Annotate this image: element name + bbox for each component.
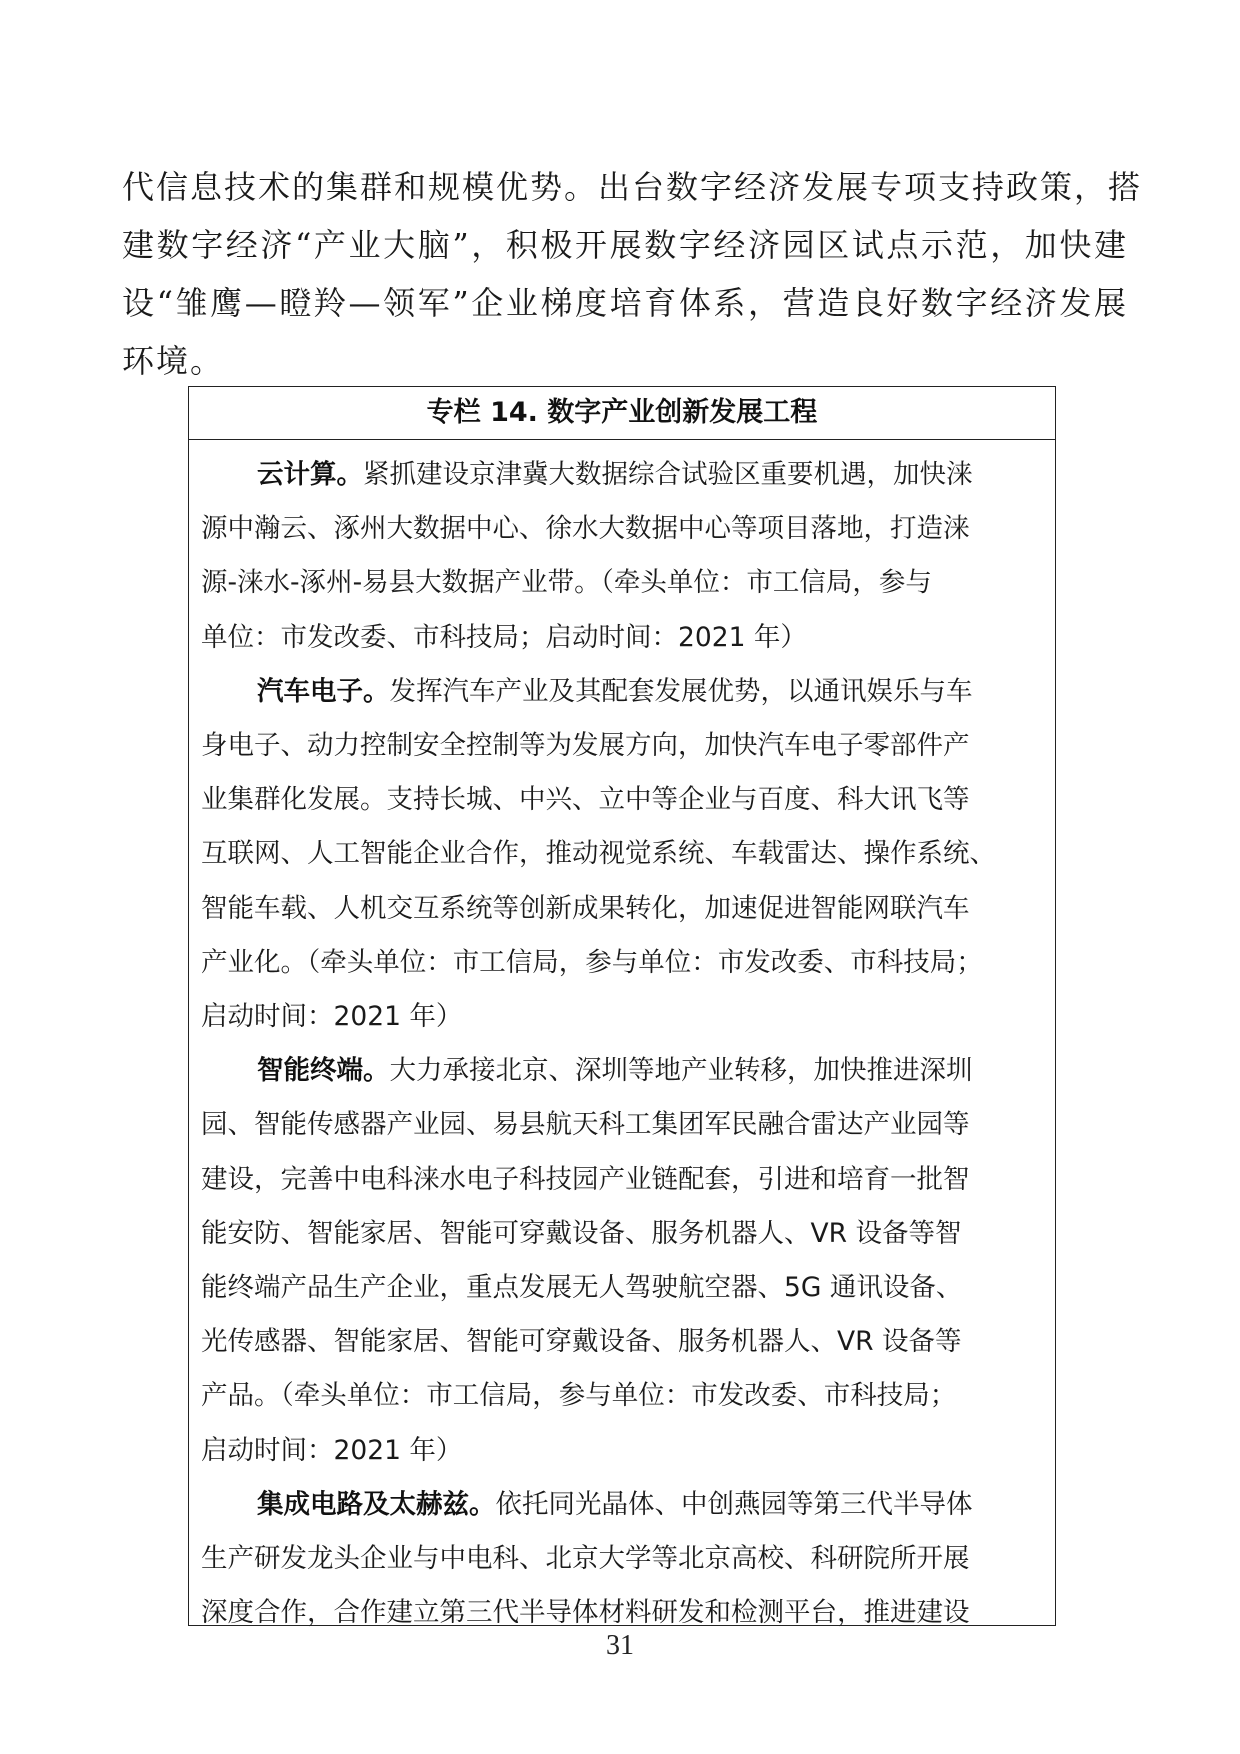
section-first-line	[201, 665, 1043, 719]
section-line: 深度合作，合作建立第三代半导体材料研发和检测平台，推进建设	[201, 1597, 970, 1629]
intro-line: 环境。	[122, 342, 225, 380]
section-line: 身电子、动力控制安全控制等为发展方向，加快汽车电子零部件产	[201, 730, 970, 762]
section-auto-electronics	[201, 665, 1043, 1044]
intro-line: 建数字经济“产业大脑”，积极开展数字经济园区试点示范，加快建	[122, 226, 1128, 264]
section-text: 依托同光晶体、中创燕园等第三代半导体	[495, 1488, 973, 1520]
section-line: 园、智能传感器产业园、易县航天科工集团军民融合雷达产业园等	[201, 1109, 970, 1141]
intro-paragraph	[122, 158, 1143, 390]
section-line: 业集群化发展。支持长城、中兴、立中等企业与百度、科大讯飞等	[201, 784, 970, 816]
section-cloud-computing	[201, 448, 1043, 665]
section-first-line	[201, 1044, 1043, 1098]
section-line: 源-涞水-涿州-易县大数据产业带。（牵头单位：市工信局，参与	[201, 567, 932, 599]
page-number: 31	[606, 1630, 634, 1661]
section-line: 启动时间：2021 年）	[201, 1001, 463, 1033]
section-line: 能终端产品生产企业，重点发展无人驾驶航空器、5G 通讯设备、	[201, 1272, 963, 1304]
section-line: 源中瀚云、涿州大数据中心、徐水大数据中心等项目落地，打造涞	[201, 513, 970, 545]
section-first-line	[201, 1478, 1043, 1532]
section-line: 生产研发龙头企业与中电科、北京大学等北京高校、科研院所开展	[201, 1543, 970, 1575]
section-line: 智能车载、人机交互系统等创新成果转化，加速促进智能网联汽车	[201, 892, 970, 924]
section-text: 紧抓建设京津冀大数据综合试验区重要机遇，加快涞	[363, 459, 973, 490]
section-text: 发挥汽车产业及其配套发展优势，以通讯娱乐与车	[389, 675, 973, 707]
section-text: 大力承接北京、深圳等地产业转移，加快推进深圳	[389, 1055, 973, 1087]
intro-line: 设“雏鹰—瞪羚—领军”企业梯度培育体系，营造良好数字经济发展	[122, 284, 1128, 322]
column-box-body	[189, 440, 1055, 1640]
section-line: 产品。（牵头单位：市工信局，参与单位：市发改委、市科技局；	[201, 1380, 957, 1412]
section-heading: 汽车电子。	[257, 675, 390, 707]
section-smart-terminals	[201, 1044, 1043, 1478]
intro-line: 代信息技术的集群和规模优势。出台数字经济发展专项支持政策，搭	[122, 168, 1143, 206]
section-first-line	[201, 448, 1043, 502]
column-box	[188, 386, 1056, 1629]
section-line: 互联网、人工智能企业合作，推动视觉系统、车载雷达、操作系统、	[201, 838, 996, 870]
section-line: 建设，完善中电科涞水电子科技园产业链配套，引进和培育一批智	[201, 1163, 970, 1195]
section-line: 能安防、智能家居、智能可穿戴设备、服务机器人、VR 设备等智	[201, 1217, 962, 1249]
section-heading: 集成电路及太赫兹。	[257, 1488, 496, 1520]
section-heading: 云计算。	[257, 459, 363, 490]
section-line: 启动时间：2021 年）	[201, 1434, 463, 1466]
section-heading: 智能终端。	[257, 1055, 390, 1087]
section-ic-terahertz	[201, 1478, 1043, 1641]
section-line: 光传感器、智能家居、智能可穿戴设备、服务机器人、VR 设备等	[201, 1326, 962, 1358]
column-box-title: 专栏 14. 数字产业创新发展工程	[189, 387, 1055, 440]
section-line: 产业化。（牵头单位：市工信局，参与单位：市发改委、市科技局；	[201, 946, 983, 978]
section-line: 单位：市发改委、市科技局；启动时间：2021 年）	[201, 621, 807, 653]
